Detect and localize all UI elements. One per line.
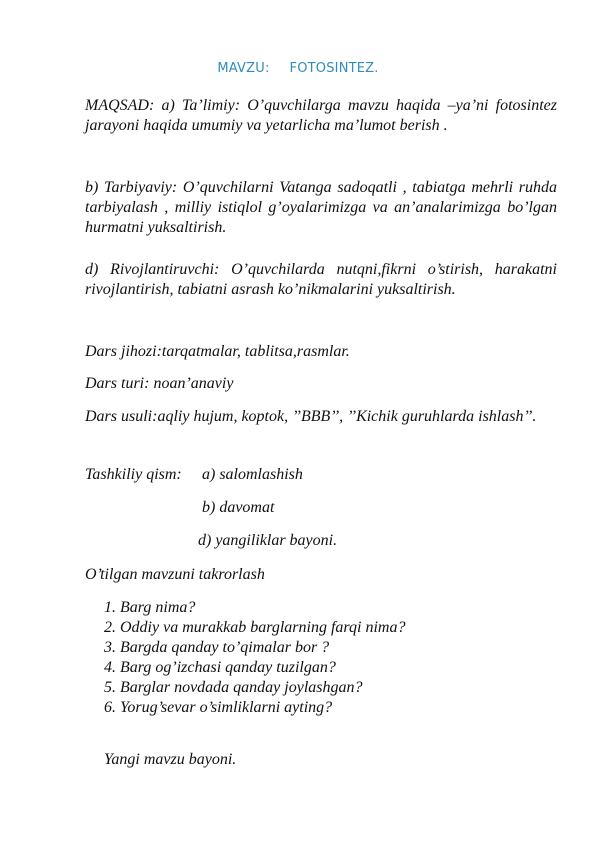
paragraph-maqsad: MAQSAD: a) Ta’limiy: O’quvchilarga mavzu haqida –ya’ni fotosintez jarayoni haqida umumiy va yetarlicha ma’lumot berish . (85, 97, 557, 134)
list-item: 2. Oddiy va murakkab barglarning farqi nima? (104, 619, 406, 636)
paragraph-tarbiyaviy: b) Tarbiyaviy: O’quvchilarni Vatanga sadoqatli , tabiatga mehrli ruhda tarbiyalash , milliy istiqlol g’oyalarimizga va an’analarimizga bo’lgan hurmatni yuksaltirish. (85, 179, 557, 236)
title-label: MAVZU: (217, 61, 270, 76)
paragraph-dars-jihozi: Dars jihozi:tarqatmalar, tablitsa,rasmlar. (85, 343, 350, 360)
list-item: 4. Barg og’izchasi qanday tuzilgan? (104, 659, 336, 676)
paragraph-dars-turi: Dars turi: noan’anaviy (85, 375, 234, 392)
tashkiliy-item-b: b) davomat (202, 499, 275, 516)
new-topic-heading: Yangi mavzu bayoni. (104, 751, 237, 768)
paragraph-rivojlantiruvchi: d) Rivojlantiruvchi: O’quvchilarda nutqni,fikrni o’stirish, harakatni rivojlantirish, tabiatni asrash ko’nikmalarini yuksaltirish. (85, 261, 557, 298)
question-list (104, 598, 405, 718)
review-heading: O’tilgan mavzuni takrorlash (85, 566, 265, 583)
tashkiliy-item-d: d) yangiliklar bayoni. (198, 532, 338, 549)
tashkiliy-label: Tashkiliy qism: (85, 466, 182, 483)
list-item: 5. Barglar novdada qanday joylashgan? (104, 679, 363, 696)
list-item: 1. Barg nima? (104, 599, 196, 616)
list-item: 3. Bargda qanday to’qimalar bor ? (104, 639, 330, 656)
paragraph-dars-usuli: Dars usuli:aqliy hujum, koptok, ’’BBB’’, ’’Kichik guruhlarda ishlash’’. (85, 408, 537, 425)
title-topic: FOTOSINTEZ. (289, 61, 379, 76)
list-item: 6. Yorug’sevar o’simliklarni ayting? (104, 699, 333, 716)
tashkiliy-item-a: a) salomlashish (202, 466, 303, 483)
page-title (0, 61, 596, 76)
